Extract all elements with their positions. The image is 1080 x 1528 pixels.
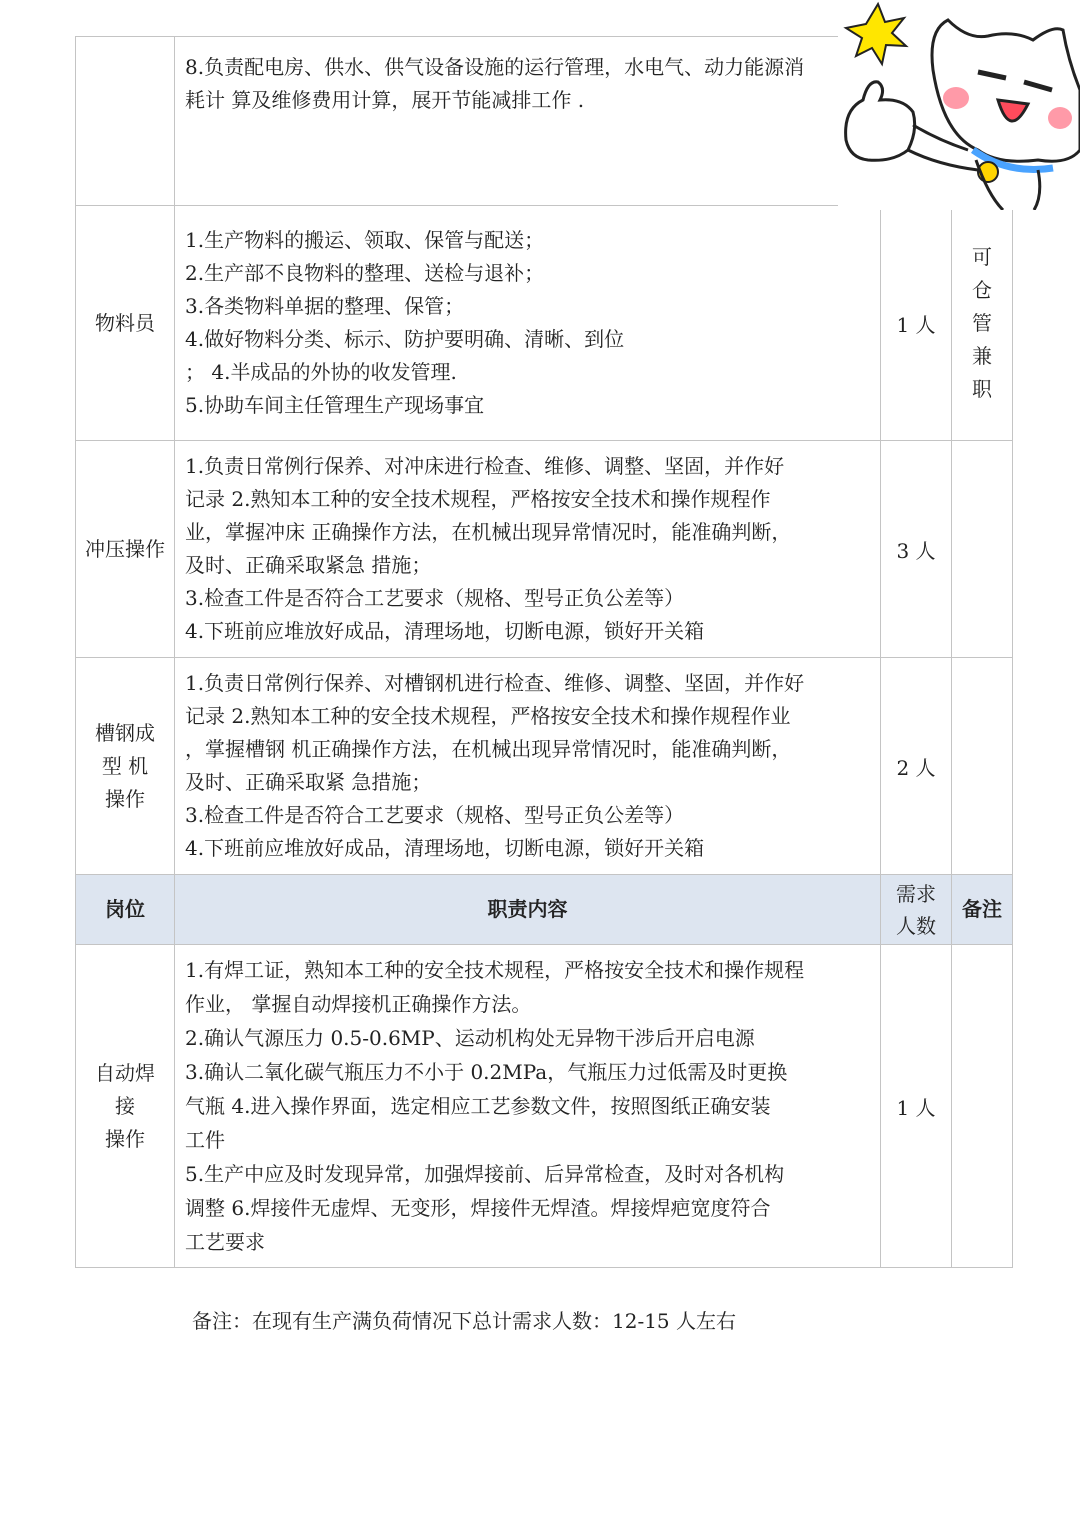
duty-line: ，掌握槽钢 机正确操作方法，在机械出现异常情况时，能准确判断， [185, 737, 792, 761]
position-line: 操作 [105, 786, 145, 811]
remark-char: 可 [972, 244, 992, 269]
duty-line: 及时、正确采取紧急 措施； [185, 553, 432, 577]
remark-cell [952, 658, 1013, 875]
position-line: 操作 [105, 1126, 145, 1151]
duty-line: 1.负责日常例行保养、对冲床进行检查、维修、调整、坚固，并作好 [185, 454, 785, 478]
duties-cell [175, 945, 881, 1268]
header-count-line: 人数 [896, 913, 936, 938]
duty-line: 1.有焊工证，熟知本工种的安全技术规程，严格按安全技术和操作规程 [185, 958, 805, 982]
footnote: 备注：在现有生产满负荷情况下总计需求人数：12-15 人左右 [192, 1309, 737, 1333]
duty-line: 5.协助车间主任管理生产现场事宜 [185, 393, 485, 417]
duties-cell [175, 441, 881, 658]
duty-line: 气瓶 4.进入操作界面，选定相应工艺参数文件，按照图纸正确安装 [185, 1094, 771, 1118]
remark-cell [952, 441, 1013, 658]
duty-line: 调整 6.焊接件无虚焊、无变形，焊接件无焊渣。焊接焊疤宽度符合 [185, 1196, 771, 1220]
duty-line: 3.检查工件是否符合工艺要求（规格、型号正负公差等） [185, 803, 685, 827]
duty-line: ； 4.半成品的外协的收发管理. [185, 360, 457, 384]
duties-cell [175, 37, 881, 206]
count-cell: 3 人 [881, 441, 952, 658]
duty-line: 4.下班前应堆放好成品，清理场地，切断电源，锁好开关箱 [185, 619, 705, 643]
header-position: 岗位 [76, 875, 175, 945]
duty-line: 耗计 算及维修费用计算，展开节能减排工作 . [185, 88, 585, 112]
count-cell: 2 人 [881, 658, 952, 875]
count-cell: 1 人 [881, 206, 952, 441]
position-line: 槽钢成 [95, 720, 155, 745]
duty-line: 工件 [185, 1128, 225, 1152]
duty-line: 1.生产物料的搬运、领取、保管与配送； [185, 228, 545, 252]
remark-char: 管 [972, 310, 992, 335]
count-cell: 1 人 [881, 945, 952, 1268]
duty-line: 记录 2.熟知本工种的安全技术规程，严格按安全技术和操作规程作业 [185, 704, 791, 728]
duty-line: 8.负责配电房、供水、供气设备设施的运行管理，水电气、动力能源消 [185, 55, 805, 79]
position-line: 接 [115, 1093, 135, 1118]
table-row [76, 206, 1013, 441]
remark-char: 职 [972, 376, 992, 401]
remark-char: 仓 [972, 277, 992, 302]
remark-cell [952, 945, 1013, 1268]
duties-cell [175, 658, 881, 875]
table-header-row [76, 875, 1013, 945]
position-cell: 物料员 [76, 206, 175, 441]
remark-char: 兼 [972, 343, 992, 368]
duty-line: 3.各类物料单据的整理、保管； [185, 294, 465, 318]
position-line: 型 机 [101, 753, 149, 778]
job-duties-table [75, 36, 1013, 1268]
table-row [76, 658, 1013, 875]
position-cell [76, 37, 175, 206]
duty-line: 1.负责日常例行保养、对槽钢机进行检查、维修、调整、坚固，并作好 [185, 671, 805, 695]
position-cell [76, 658, 175, 875]
duty-line: 2.确认气源压力 0.5-0.6MP、运动机构处无异物干涉后开启电源 [185, 1026, 755, 1050]
duty-line: 3.检查工件是否符合工艺要求（规格、型号正负公差等） [185, 586, 685, 610]
duty-line: 业，掌握冲床 正确操作方法，在机械出现异常情况时，能准确判断， [185, 520, 792, 544]
header-duties: 职责内容 [175, 875, 881, 945]
duty-line: 2.生产部不良物料的整理、送检与退补； [185, 261, 545, 285]
remark-cell [952, 206, 1013, 441]
duty-line: 及时、正确采取紧 急措施； [185, 770, 432, 794]
duty-line: 4.做好物料分类、标示、防护要明确、清晰、到位 [185, 327, 625, 351]
duty-line: 4.下班前应堆放好成品，清理场地，切断电源，锁好开关箱 [185, 836, 705, 860]
table-row [76, 441, 1013, 658]
position-cell: 冲压操作 [76, 441, 175, 658]
position-line: 自动焊 [95, 1060, 155, 1085]
header-count-line: 需求 [896, 881, 936, 906]
duty-line: 作业， 掌握自动焊接机正确操作方法。 [185, 992, 532, 1016]
duty-line: 5.生产中应及时发现异常，加强焊接前、后异常检查，及时对各机构 [185, 1162, 785, 1186]
position-cell [76, 945, 175, 1268]
table-row [76, 945, 1013, 1268]
cat-thumbs-up-sticker-icon [838, 0, 1080, 210]
header-count [881, 875, 952, 945]
duty-line: 工艺要求 [185, 1230, 265, 1254]
duty-line: 3.确认二氧化碳气瓶压力不小于 0.2MPa，气瓶压力过低需及时更换 [185, 1060, 788, 1084]
duties-cell [175, 206, 881, 441]
duty-line: 记录 2.熟知本工种的安全技术规程，严格按安全技术和操作规程作 [185, 487, 771, 511]
header-remark: 备注 [952, 875, 1013, 945]
